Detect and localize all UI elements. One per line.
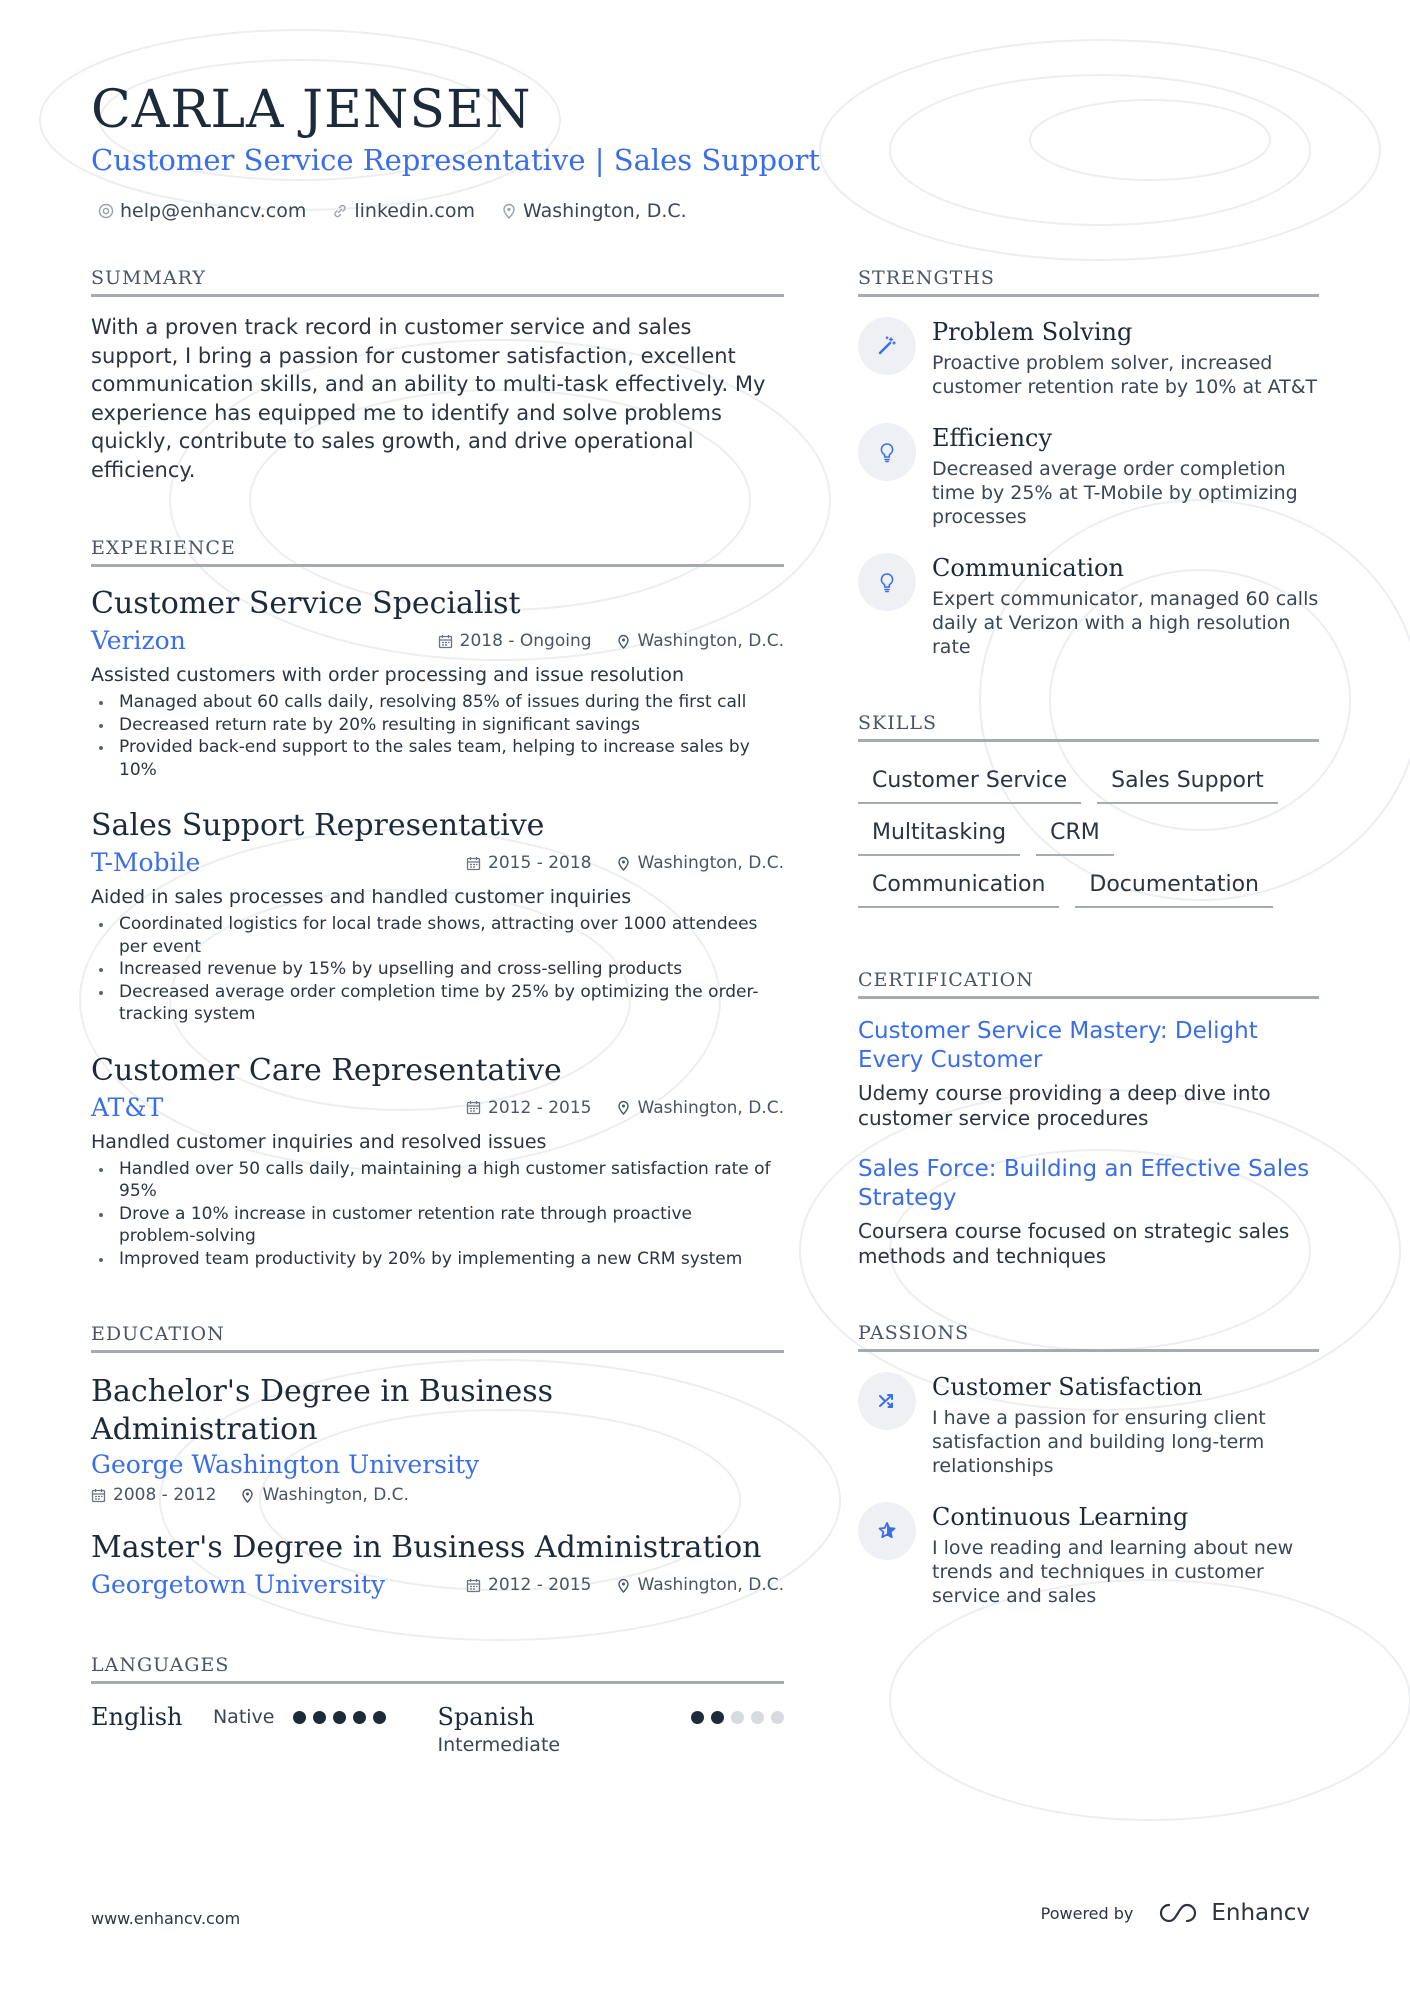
contact-email-text: help@enhancv.com (120, 200, 307, 222)
location-icon (616, 1578, 631, 1593)
contact-email[interactable] (98, 198, 306, 224)
job-bullet: Increased revenue by 15% by upselling and cross-selling products (91, 958, 784, 981)
rating-dot-filled (353, 1711, 366, 1724)
powered-by-label: Powered by (1040, 1903, 1134, 1923)
rating-dot-empty (771, 1711, 784, 1724)
enhancv-logo[interactable] (1155, 1900, 1310, 1926)
rating-dot-filled (711, 1711, 724, 1724)
certification-text: Udemy course providing a deep dive into customer service procedures (858, 1081, 1271, 1130)
enhancv-logo-text: Enhancv (1211, 1900, 1310, 1926)
passion-item (858, 1502, 1319, 1608)
job-bullets (91, 1158, 784, 1271)
strength-item (858, 317, 1319, 399)
strength-title: Efficiency (932, 424, 1053, 452)
right-column (858, 266, 1319, 1608)
strength-icon-badge (858, 423, 916, 481)
passion-text: I have a passion for ensuring client satisfaction and building long-term relationships (932, 1407, 1266, 1477)
job-meta-row (91, 1092, 784, 1124)
education-section (91, 1322, 784, 1601)
strength-title: Problem Solving (932, 318, 1133, 346)
strength-body (932, 553, 1319, 659)
education-dates (466, 1575, 591, 1595)
job-bullet: Improved team productivity by 20% by implementing a new CRM system (91, 1248, 784, 1271)
job-description: Aided in sales processes and handled customer inquiries (91, 886, 632, 908)
job-description: Assisted customers with order processing and issue resolution (91, 664, 685, 686)
job-title: Customer Care Representative (91, 1052, 562, 1088)
languages-list (91, 1702, 784, 1758)
calendar-icon (91, 1488, 106, 1503)
contact-linkedin-text: linkedin.com (354, 200, 475, 222)
education-location-text: Washington, D.C. (262, 1485, 409, 1505)
passion-title: Customer Satisfaction (932, 1373, 1203, 1401)
job-title: Customer Service Specialist (91, 586, 521, 621)
summary-section (91, 266, 784, 484)
job-location (616, 631, 784, 651)
passions-section (858, 1321, 1319, 1608)
job-bullet: Handled over 50 calls daily, maintaining a high customer satisfaction rate of 95% (91, 1158, 784, 1203)
footer-website[interactable]: www.enhancv.com (91, 1909, 241, 1928)
job-entry (91, 807, 784, 1026)
education-meta (91, 1485, 784, 1505)
job-company: Verizon (91, 626, 186, 655)
certification-item (858, 1017, 1319, 1131)
at-icon (98, 203, 114, 219)
education-location (240, 1485, 408, 1505)
job-company: AT&T (91, 1092, 164, 1122)
language-name: English (91, 1703, 183, 1731)
job-location-text: Washington, D.C. (637, 631, 784, 651)
passion-body (932, 1502, 1319, 1608)
candidate-headline: Customer Service Representative | Sales Support (91, 143, 821, 177)
certification-name: Sales Force: Building an Effective Sales Strategy (858, 1156, 1310, 1211)
language-text-group (438, 1702, 561, 1758)
education-degree: Master's Degree in Business Administration (91, 1530, 762, 1565)
education-location (616, 1575, 784, 1595)
education-meta (466, 1575, 784, 1595)
job-meta (438, 631, 784, 651)
job-meta-row (91, 847, 784, 879)
education-location-text: Washington, D.C. (637, 1575, 784, 1595)
lightbulb-icon (876, 441, 898, 463)
job-bullet: Coordinated logistics for local trade shows, attracting over 1000 attendees per event (91, 913, 784, 958)
language-item (91, 1702, 438, 1758)
enhancv-logo-icon (1155, 1901, 1201, 1925)
job-entry (91, 585, 784, 781)
languages-section (91, 1653, 784, 1758)
location-icon (501, 203, 517, 219)
job-bullets (91, 691, 784, 781)
job-location-text: Washington, D.C. (637, 853, 784, 873)
strength-title: Communication (932, 554, 1124, 582)
calendar-icon (466, 1578, 481, 1593)
experience-section (91, 536, 784, 1270)
rating-dot-filled (373, 1711, 386, 1724)
certification-name: Customer Service Mastery: Delight Every Customer (858, 1018, 1258, 1073)
job-meta (466, 853, 784, 873)
job-bullet: Provided back-end support to the sales team, helping to increase sales by 10% (91, 736, 784, 781)
calendar-icon (466, 856, 481, 871)
language-level: Native (212, 1706, 275, 1728)
education-dates-text: 2008 - 2012 (113, 1485, 217, 1505)
education-dates-text: 2012 - 2015 (488, 1575, 592, 1595)
rating-dot-filled (313, 1711, 326, 1724)
location-icon (616, 634, 631, 649)
education-row (91, 1569, 784, 1601)
job-location (616, 853, 784, 873)
job-meta-row (91, 625, 784, 657)
education-school: Georgetown University (91, 1570, 386, 1599)
shuffle-icon (876, 1390, 898, 1412)
skill-tag: Customer Service (858, 766, 1081, 804)
education-entry (91, 1529, 784, 1601)
location-icon (240, 1488, 255, 1503)
job-title: Sales Support Representative (91, 808, 545, 843)
job-dates (466, 1098, 591, 1118)
skill-tag: Multitasking (858, 818, 1020, 856)
contact-bar (98, 198, 687, 224)
skills-list (858, 766, 1319, 908)
strength-item (858, 423, 1319, 529)
job-company: T-Mobile (91, 848, 201, 877)
lightbulb-icon (876, 571, 898, 593)
certification-title: CERTIFICATION (858, 968, 1319, 999)
language-rating-group (213, 1702, 386, 1732)
job-dates (438, 631, 592, 651)
job-bullet: Managed about 60 calls daily, resolving 85% of issues during the first call (91, 691, 784, 714)
job-entry (91, 1052, 784, 1271)
rating-dot-empty (731, 1711, 744, 1724)
rating-dot-filled (691, 1711, 704, 1724)
job-location-text: Washington, D.C. (637, 1097, 784, 1118)
strength-icon-badge (858, 317, 916, 375)
passion-text: I love reading and learning about new trends and techniques in customer service and sales (932, 1537, 1294, 1607)
magic-wand-icon (876, 335, 898, 357)
job-dates (466, 853, 591, 873)
education-entry (91, 1373, 784, 1505)
experience-title: EXPERIENCE (91, 536, 784, 567)
location-icon (616, 856, 631, 871)
job-description: Handled customer inquiries and resolved issues (91, 1130, 547, 1153)
strength-text: Expert communicator, managed 60 calls daily at Verizon with a high resolution rate (932, 588, 1319, 658)
education-title: EDUCATION (91, 1322, 784, 1353)
job-dates-text: 2012 - 2015 (488, 1097, 592, 1118)
rating-dot-filled (333, 1711, 346, 1724)
location-icon (616, 1100, 631, 1115)
education-dates (91, 1485, 216, 1505)
contact-location (501, 198, 687, 224)
strength-body (932, 423, 1319, 529)
language-name: Spanish (437, 1703, 535, 1731)
job-bullet: Decreased return rate by 20% resulting in significant savings (91, 714, 784, 737)
job-dates-text: 2015 - 2018 (488, 853, 592, 873)
language-rating (293, 1702, 386, 1732)
education-school: George Washington University (91, 1450, 480, 1479)
job-location (616, 1098, 784, 1118)
skill-tag: Sales Support (1097, 766, 1278, 804)
strength-icon-badge (858, 553, 916, 611)
passion-icon-badge (858, 1502, 916, 1560)
strength-text: Proactive problem solver, increased customer retention rate by 10% at AT&T (932, 352, 1318, 398)
candidate-name: CARLA JENSEN (91, 80, 532, 140)
calendar-icon (438, 634, 453, 649)
footer-branding (1041, 1900, 1310, 1926)
job-meta (466, 1098, 784, 1118)
certification-section (858, 968, 1319, 1269)
skill-tag: CRM (1036, 818, 1114, 856)
rating-dot-empty (751, 1711, 764, 1724)
calendar-icon (466, 1100, 481, 1115)
strengths-title: STRENGTHS (858, 266, 1319, 297)
passion-title: Continuous Learning (932, 1503, 1189, 1531)
passion-body (932, 1372, 1319, 1478)
education-degree: Bachelor's Degree in Business Administration (91, 1374, 554, 1447)
link-icon (332, 203, 348, 219)
skills-title: SKILLS (858, 711, 1319, 742)
strength-text: Decreased average order completion time by 25% at T-Mobile by optimizing processes (932, 458, 1298, 528)
job-dates-text: 2018 - Ongoing (459, 631, 592, 651)
strength-item (858, 553, 1319, 659)
left-column (91, 266, 784, 1758)
job-bullets (91, 913, 784, 1026)
contact-linkedin[interactable] (332, 198, 475, 224)
job-bullet: Drove a 10% increase in customer retention rate through proactive problem-solving (91, 1203, 784, 1248)
strength-body (932, 317, 1319, 399)
language-item (438, 1702, 785, 1758)
contact-location-text: Washington, D.C. (523, 200, 687, 222)
language-rating (691, 1702, 784, 1732)
certification-item (858, 1155, 1319, 1269)
strengths-section (858, 266, 1319, 659)
skill-tag: Communication (858, 870, 1059, 908)
passion-item (858, 1372, 1319, 1478)
languages-title: LANGUAGES (91, 1653, 784, 1684)
skill-tag: Documentation (1075, 870, 1273, 908)
job-bullet: Decreased average order completion time by 25% by optimizing the order-tracking system (91, 981, 784, 1026)
passion-icon-badge (858, 1372, 916, 1430)
summary-text: With a proven track record in customer service and sales support, I bring a passion for customer satisfaction, excellent communication skills, and an ability to multi-task effectively. My experience has equipped me to identify and solve problems quickly, contribute to sales growth, and drive operational efficiency. (91, 315, 766, 482)
skills-section (858, 711, 1319, 908)
rating-dot-filled (293, 1711, 306, 1724)
summary-title: SUMMARY (91, 266, 784, 297)
passions-title: PASSIONS (858, 1321, 1319, 1352)
star-icon (876, 1520, 898, 1542)
certification-text: Coursera course focused on strategic sales methods and techniques (858, 1219, 1290, 1268)
language-level: Intermediate (437, 1734, 561, 1756)
